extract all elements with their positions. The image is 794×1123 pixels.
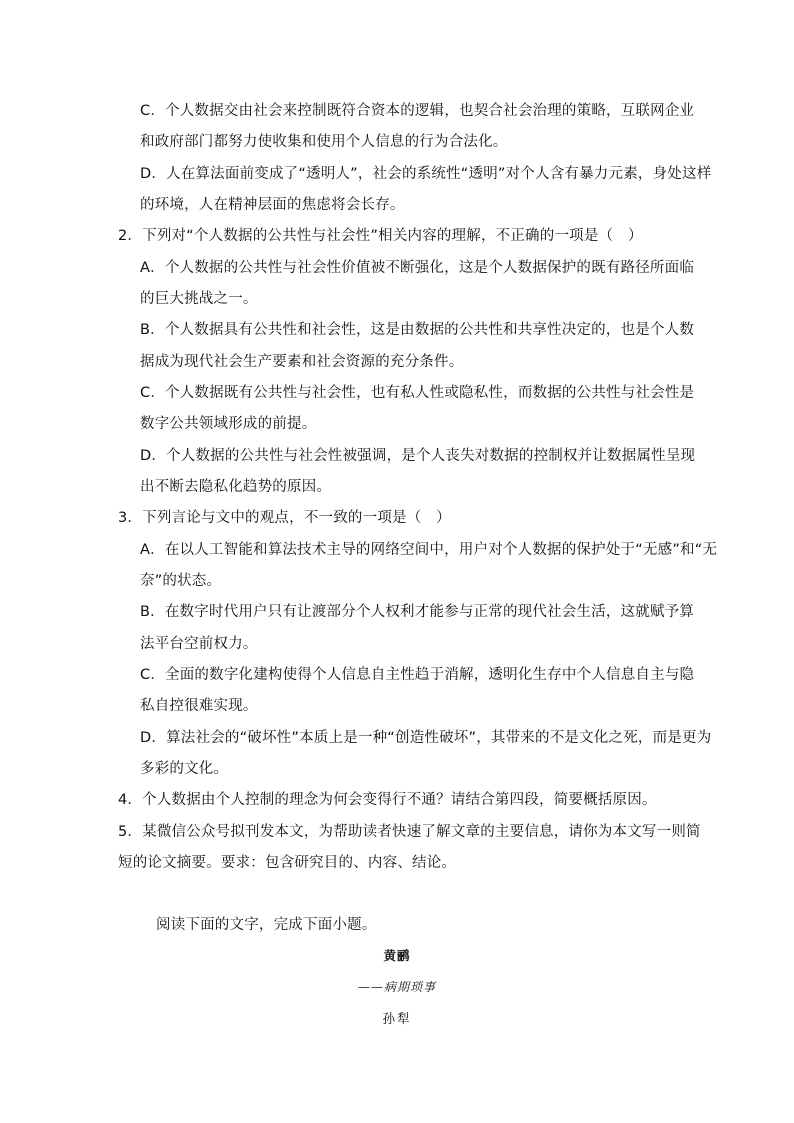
option-3d-line-2: 多彩的文化。 xyxy=(140,761,229,777)
option-3c-line-1: C．全面的数字化建构使得个人信息自主性趋于消解，透明化生存中个人信息自主与隐 xyxy=(140,667,695,683)
question-3: 3．下列言论与文中的观点，不一致的一项是（ ） xyxy=(118,510,451,526)
question-5-line-2: 短的论文摘要。要求：包含研究目的、内容、结论。 xyxy=(118,855,457,871)
option-3a-line-2: 奈”的状态。 xyxy=(140,573,222,589)
option-a-line-2: 的巨大挑战之一。 xyxy=(140,291,258,307)
option-3d-line-1: D．算法社会的“破坏性”本质上是一种“创造性破坏”，其带来的不是文化之死，而是更为 xyxy=(140,730,712,746)
option-b-line-1: B．个人数据具有公共性和社会性，这是由数据的公共性和共享性决定的，也是个人数 xyxy=(140,322,695,338)
reading-instruction: 阅读下面的文字，完成下面小题。 xyxy=(156,917,377,933)
option-3c-line-2: 私自控很难实现。 xyxy=(140,698,258,714)
option-d-line-2: 出不断去隐私化趋势的原因。 xyxy=(140,479,332,495)
option-2d-line-2: 的环境，人在精神层面的焦虑将会长存。 xyxy=(140,197,405,213)
option-3b-line-1: B．在数字时代用户只有让渡部分个人权利才能参与正常的现代社会生活，这就赋予算 xyxy=(140,604,695,620)
option-2c-line-1: C．个人数据交由社会来控制既符合资本的逻辑，也契合社会治理的策略，互联网企业 xyxy=(140,103,695,119)
option-3b-line-2: 法平台空前权力。 xyxy=(140,636,258,652)
option-c-line-1: C．个人数据既有公共性与社会性，也有私人性或隐私性，而数据的公共性与社会性是 xyxy=(140,385,695,401)
story-title: 黄鹂 xyxy=(383,948,411,963)
option-d-line-1: D．个人数据的公共性与社会性被强调，是个人丧失对数据的控制权并让数据属性呈现 xyxy=(140,448,696,464)
option-a-line-1: A．个人数据的公共性与社会性价值被不断强化，这是个人数据保护的既有路径所面临 xyxy=(140,260,695,276)
option-c-line-2: 数字公共领域形成的前提。 xyxy=(140,416,317,432)
question-4: 4．个人数据由个人控制的理念为何会变得行不通？请结合第四段，简要概括原因。 xyxy=(118,792,657,808)
story-author: 孙犁 xyxy=(382,1011,412,1026)
story-subtitle: ——病期琐事 xyxy=(357,980,436,994)
question-2: 2．下列对“个人数据的公共性与社会性”相关内容的理解，不正确的一项是（ ） xyxy=(118,228,643,244)
option-2d-line-1: D．人在算法面前变成了“透明人”，社会的系统性“透明”对个人含有暴力元素，身处这样 xyxy=(140,166,712,182)
option-3a-line-1: A．在以人工智能和算法技术主导的网络空间中，用户对个人数据的保护处于“无感”和“无 xyxy=(140,542,718,558)
question-5-line-1: 5．某微信公众号拟刊发本文，为帮助读者快速了解文章的主要信息，请你为本文写一则简 xyxy=(118,824,701,840)
option-b-line-2: 据成为现代社会生产要素和社会资源的充分条件。 xyxy=(140,354,464,370)
option-2c-line-2: 和政府部门都努力使收集和使用个人信息的行为合法化。 xyxy=(140,134,508,150)
